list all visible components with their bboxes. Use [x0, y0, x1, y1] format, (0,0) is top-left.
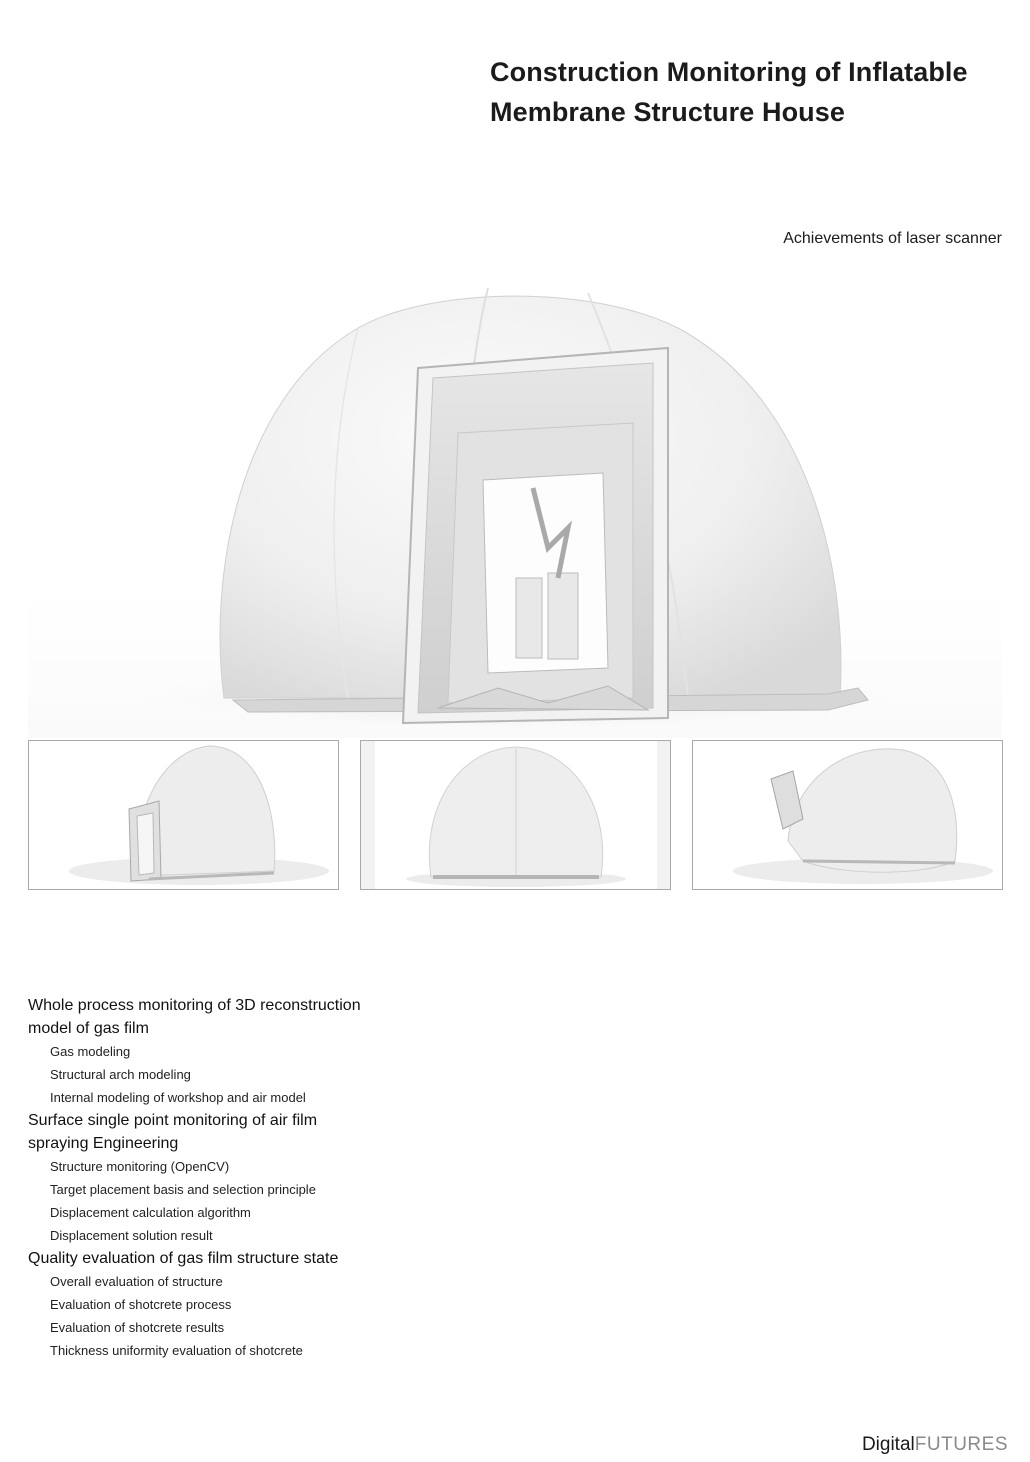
list-item: Structure monitoring (OpenCV)	[50, 1159, 230, 1174]
list-item: Evaluation of shotcrete results	[50, 1320, 225, 1335]
list-item: Thickness uniformity evaluation of shotcrete	[50, 1343, 303, 1358]
title-line-1: Construction Monitoring of Inflatable	[490, 57, 968, 87]
list-item: Displacement calculation algorithm	[50, 1205, 251, 1220]
section-heading	[28, 994, 448, 1040]
section-heading-line: spraying Engineering	[28, 1135, 179, 1152]
list-item: Gas modeling	[50, 1044, 131, 1059]
section-heading-line: Quality evaluation of gas film structure state	[28, 1250, 339, 1267]
scan-view-right-angle	[692, 740, 1003, 890]
section-heading	[28, 1109, 448, 1155]
laser-scan-main-render	[28, 248, 1002, 738]
section-heading-line: Whole process monitoring of 3D reconstruction	[28, 997, 361, 1014]
section-heading-line: model of gas film	[28, 1020, 149, 1037]
page-title	[490, 52, 1020, 132]
list-item: Target placement basis and selection principle	[50, 1182, 316, 1197]
brand-logo-part1: Digital	[861, 1434, 915, 1455]
brand-logo	[862, 1434, 1008, 1456]
figure-caption: Achievements of laser scanner	[783, 230, 1002, 247]
title-line-2: Membrane Structure House	[490, 97, 845, 127]
brand-logo-part2: FUTURES	[914, 1434, 1008, 1455]
list-item: Evaluation of shotcrete process	[50, 1297, 232, 1312]
section-heading-line: Surface single point monitoring of air film	[28, 1112, 318, 1129]
entrance-opening	[483, 473, 608, 673]
list-item: Internal modeling of workshop and air model	[50, 1090, 306, 1105]
list-item: Overall evaluation of structure	[50, 1274, 223, 1289]
list-item: Structural arch modeling	[50, 1067, 191, 1082]
list-item: Displacement solution result	[50, 1228, 213, 1243]
scan-view-left-angle	[28, 740, 339, 890]
section-heading	[28, 1247, 448, 1270]
scan-view-front	[360, 740, 671, 890]
monitoring-outline	[28, 994, 448, 1362]
